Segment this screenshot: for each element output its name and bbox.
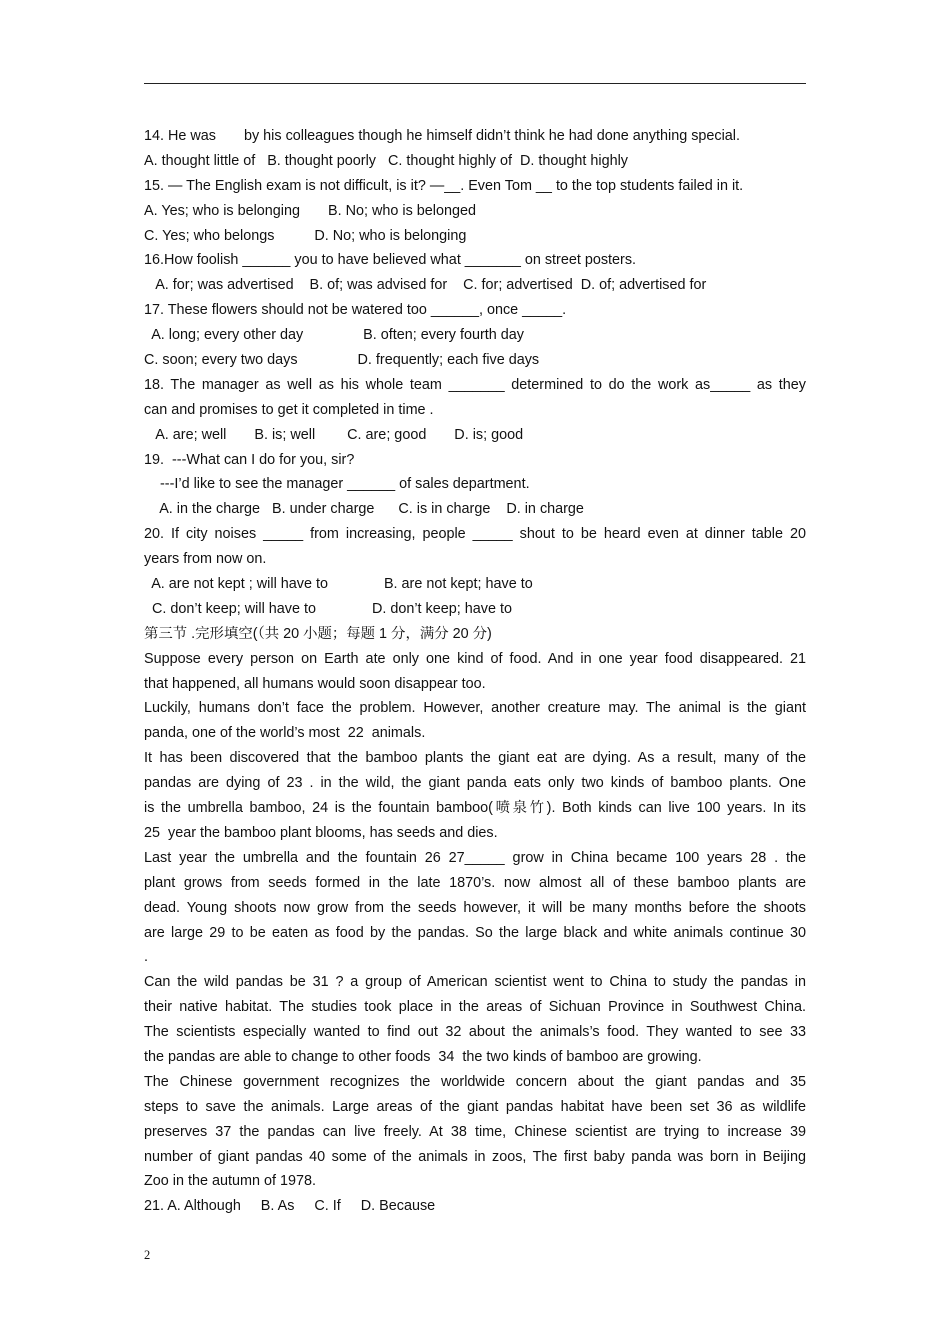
text-line: A. are; well B. is; well C. are; good D. is; good bbox=[144, 426, 524, 443]
text-line: A. long; every other day B. often; every fourth day bbox=[144, 327, 524, 344]
header-rule bbox=[144, 83, 806, 84]
text-line: A. in the charge B. under charge C. is in charge D. in charge bbox=[144, 501, 584, 518]
text-line: ---I’d like to see the manager ______ of sales department. bbox=[144, 476, 530, 493]
text-line: C. don’t keep; will have to D. don’t keep; have to bbox=[144, 600, 512, 617]
text-line: 25 year the bamboo plant blooms, has seeds and dies. bbox=[144, 824, 498, 841]
text-line: are large 29 to be eaten as food by the pandas. So the large black and white animals continue 30 bbox=[144, 924, 806, 941]
page-number: 2 bbox=[144, 1248, 151, 1262]
text-line: preserves 37 the pandas can live freely. At 38 time, Chinese scientist are trying to increase 39 bbox=[144, 1123, 806, 1140]
text-line: The Chinese government recognizes the worldwide concern about the giant pandas and 35 bbox=[144, 1073, 806, 1090]
text-line: C. soon; every two days D. frequently; each five days bbox=[144, 352, 540, 369]
text-line: 15. — The English exam is not difficult, is it? —__. Even Tom __ to the top students failed in it. bbox=[144, 177, 744, 194]
text-line: A. are not kept ; will have to B. are not kept; have to bbox=[144, 576, 533, 593]
text-line: 16.How foolish ______ you to have believed what _______ on street posters. bbox=[144, 252, 637, 269]
text-line: C. Yes; who belongs D. No; who is belonging bbox=[144, 227, 467, 244]
text-line: A. thought little of B. thought poorly C. thought highly of D. thought highly bbox=[144, 152, 628, 169]
text-line: 17. These flowers should not be watered too ______, once _____. bbox=[144, 302, 567, 319]
text-line: their native habitat. The studies took place in the areas of Sichuan Province in Southwest China. bbox=[144, 999, 806, 1016]
text-line: Last year the umbrella and the fountain 26 27_____ grow in China became 100 years 28 . the bbox=[144, 849, 806, 866]
text-line: 21. A. Although B. As C. If D. Because bbox=[144, 1198, 436, 1215]
text-line: . bbox=[144, 949, 148, 966]
text-line: The scientists especially wanted to find out 32 about the animals’s food. They wanted to see 33 bbox=[144, 1024, 806, 1041]
text-line: the pandas are able to change to other foods 34 the two kinds of bamboo are growing. bbox=[144, 1048, 702, 1065]
text-line: 20. If city noises _____ from increasing, people _____ shout to be heard even at dinner table 20 bbox=[144, 526, 806, 543]
text-line: number of giant pandas 40 some of the animals in zoos, The first baby panda was born in Beijing bbox=[144, 1148, 806, 1165]
text-line: It has been discovered that the bamboo plants the giant eat are dying. As a result, many of the bbox=[144, 750, 806, 767]
text-line: dead. Young shoots now grow from the seeds however, it will be many months before the shoots bbox=[144, 899, 806, 916]
text-line: plant grows from seeds formed in the late 1870’s. now almost all of these bamboo plants are bbox=[144, 874, 806, 891]
text-line: panda, one of the world’s most 22 animals. bbox=[144, 725, 426, 742]
text-line: 14. He was by his colleagues though he himself didn’t think he had done anything special. bbox=[144, 128, 740, 144]
text-line: is the umbrella bamboo, 24 is the fountain bamboo(喷泉竹). Both kinds can live 100 years. In its bbox=[144, 800, 806, 817]
exam-text-body bbox=[144, 124, 806, 1219]
text-line: Luckily, humans don’t face the problem. However, another creature may. The animal is the giant bbox=[144, 700, 806, 717]
text-line: that happened, all humans would soon disappear too. bbox=[144, 675, 486, 692]
text-line: Zoo in the autumn of 1978. bbox=[144, 1173, 317, 1190]
text-line: can and promises to get it completed in time . bbox=[144, 401, 434, 418]
text-line: A. Yes; who is belonging B. No; who is belonged bbox=[144, 202, 476, 219]
text-line: pandas are dying of 23 . in the wild, the giant panda eats only two kinds of bamboo plants. One bbox=[144, 775, 806, 792]
text-line: 18. The manager as well as his whole team _______ determined to do the work as_____ as they bbox=[144, 376, 806, 393]
text-line: 19. ---What can I do for you, sir? bbox=[144, 451, 355, 468]
text-line: Can the wild pandas be 31 ? a group of American scientist went to China to study the pandas in bbox=[144, 974, 806, 991]
text-line: A. for; was advertised B. of; was advised for C. for; advertised D. of; advertised for bbox=[144, 277, 707, 294]
text-line: 第三节 .完形填空(（共 20 小题；每题 1 分，满分 20 分) bbox=[144, 625, 492, 642]
text-line: steps to save the animals. Large areas of the giant pandas habitat have been set 36 as wildlife bbox=[144, 1098, 806, 1115]
text-line: years from now on. bbox=[144, 551, 267, 568]
text-line: Suppose every person on Earth ate only one kind of food. And in one year food disappeared. 21 bbox=[144, 650, 806, 667]
